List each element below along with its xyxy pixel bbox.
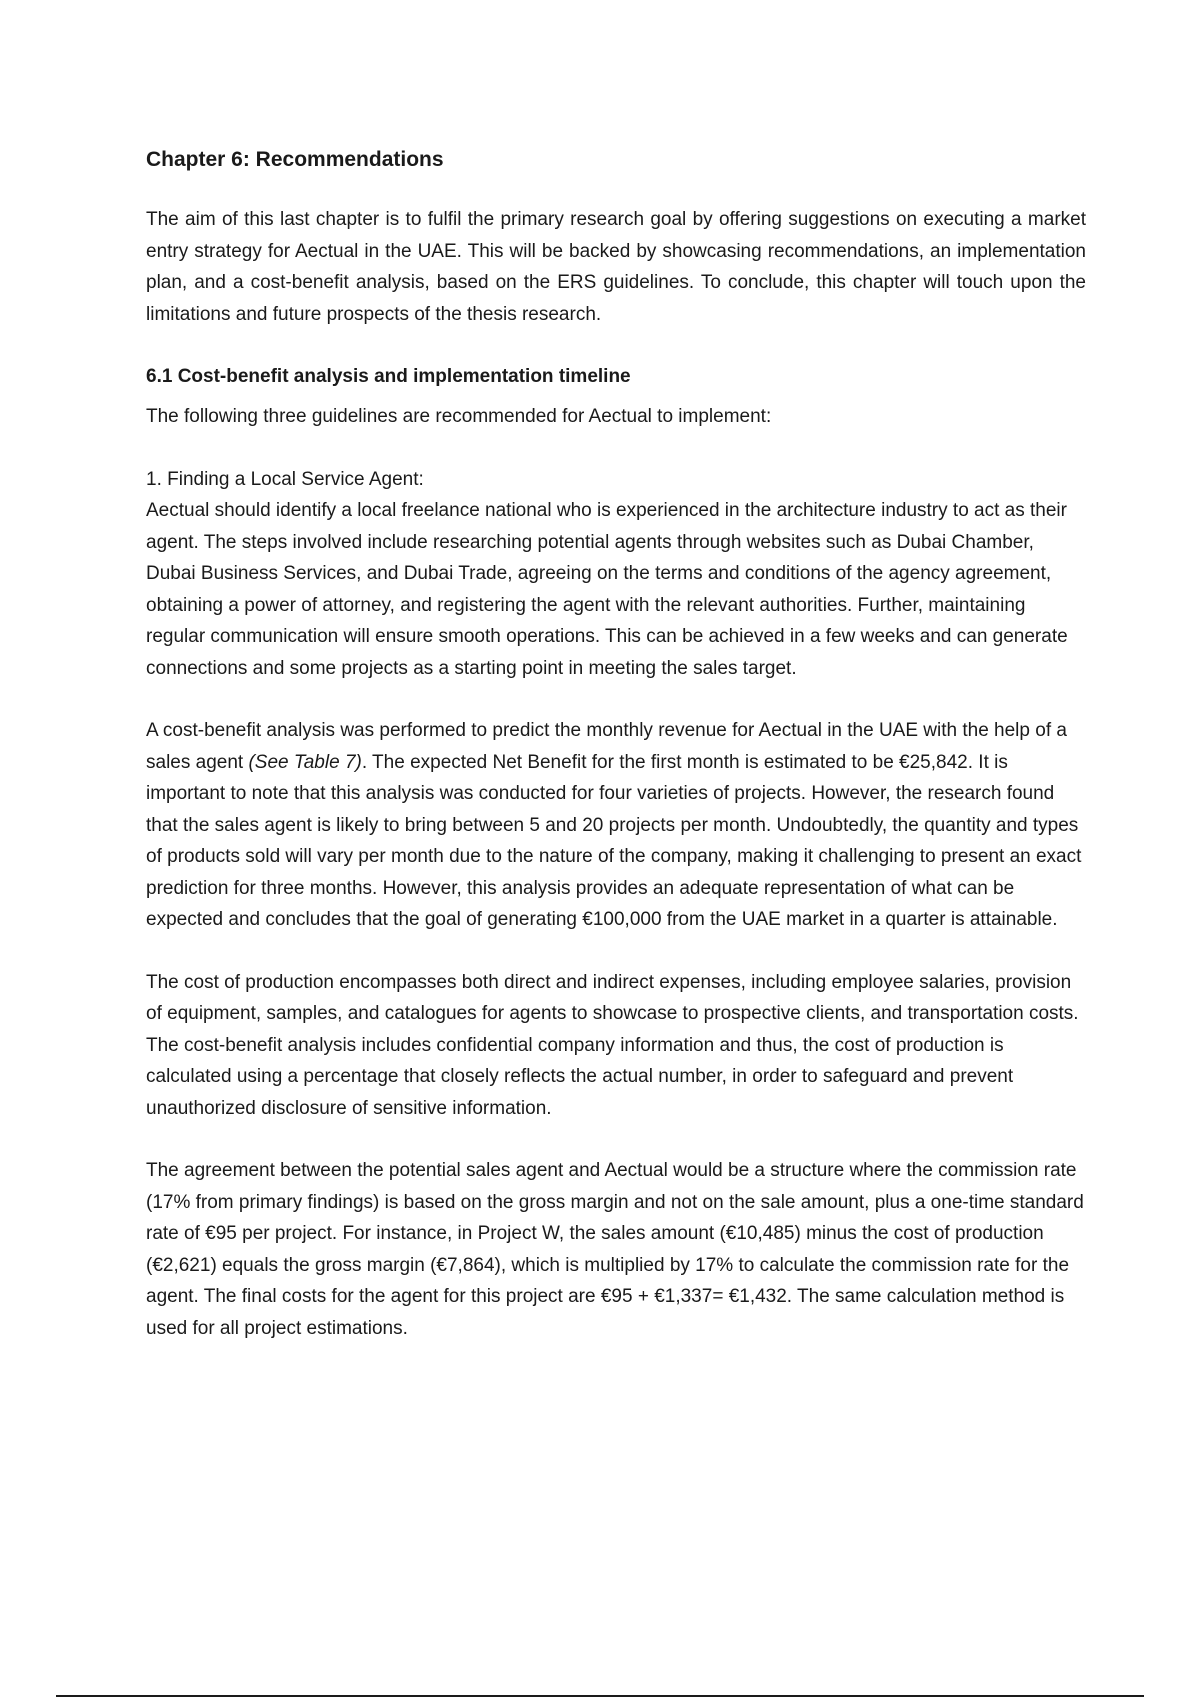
cost-benefit-text-end: . The expected Net Benefit for the first month is estimated to be €25,842. It is important to note that this analysis was conducted for four varieties of projects. However, the research found that the sales agent is likely to bring between 5 and 20 projects per month. Undoubtedly, the quantity and types of products sold will vary per month due to the nature of the company, making it challenging to present an exact prediction for three months. However, this analysis provides an adequate representation of what can be expected and concludes that the goal of generating €100,000 from the UAE market in a quarter is attainable. <box>146 751 1082 930</box>
section-title: 6.1 Cost-benefit analysis and implementation timeline <box>146 366 631 387</box>
chapter-title: Chapter 6: Recommendations <box>146 148 444 171</box>
page-content <box>146 140 1086 1344</box>
chapter-intro-paragraph: The aim of this last chapter is to fulfil the primary research goal by offering suggestions on executing a market entry strategy for Aectual in the UAE. This will be backed by showcasing recommendations, an implementation plan, and a cost-benefit analysis, based on the ERS guidelines. To conclude, this chapter will touch upon the limitations and future prospects of the thesis research. <box>146 209 1086 325</box>
footer-rule <box>56 1695 1144 1697</box>
guideline-1-heading: 1. Finding a Local Service Agent: <box>146 468 424 490</box>
cost-of-production-paragraph: The cost of production encompasses both direct and indirect expenses, including employee salaries, provision of equipment, samples, and catalogues for agents to showcase to prospective clients, and transportation costs. The cost-benefit analysis includes confidential company information and thus, the cost of production is calculated using a percentage that closely reflects the actual number, in order to safeguard and prevent unauthorized disclosure of sensitive information. <box>146 971 1079 1119</box>
cost-benefit-text-start: A cost-benefit analysis was performed to predict the monthly revenue for Aectual in the UAE with the help of a sales agent <box>146 720 1067 773</box>
agent-agreement-paragraph: The agreement between the potential sales agent and Aectual would be a structure where the commission rate (17% from primary findings) is based on the gross margin and not on the sale amount, plus a one-time standard rate of €95 per project. For instance, in Project W, the sales amount (€10,485) minus the cost of production (€2,621) equals the gross margin (€7,864), which is multiplied by 17% to calculate the commission rate for the agent. The final costs for the agent for this project are €95 + €1,337= €1,432. The same calculation method is used for all project estimations. <box>146 1160 1084 1339</box>
table-reference: (See Table 7) <box>248 751 362 773</box>
guideline-1-body: Aectual should identify a local freelance national who is experienced in the architecture industry to act as their agent. The steps involved include researching potential agents through websites such as Dubai Chamber, Dubai Business Services, and Dubai Trade, agreeing on the terms and conditions of the agency agreement, obtaining a power of attorney, and registering the agent with the relevant authorities. Further, maintaining regular communication will ensure smooth operations. This can be achieved in a few weeks and can generate connections and some projects as a starting point in meeting the sales target. <box>146 500 1068 679</box>
cost-benefit-paragraph <box>146 715 1086 936</box>
guidelines-lead-paragraph: The following three guidelines are recommended for Aectual to implement: <box>146 406 772 427</box>
